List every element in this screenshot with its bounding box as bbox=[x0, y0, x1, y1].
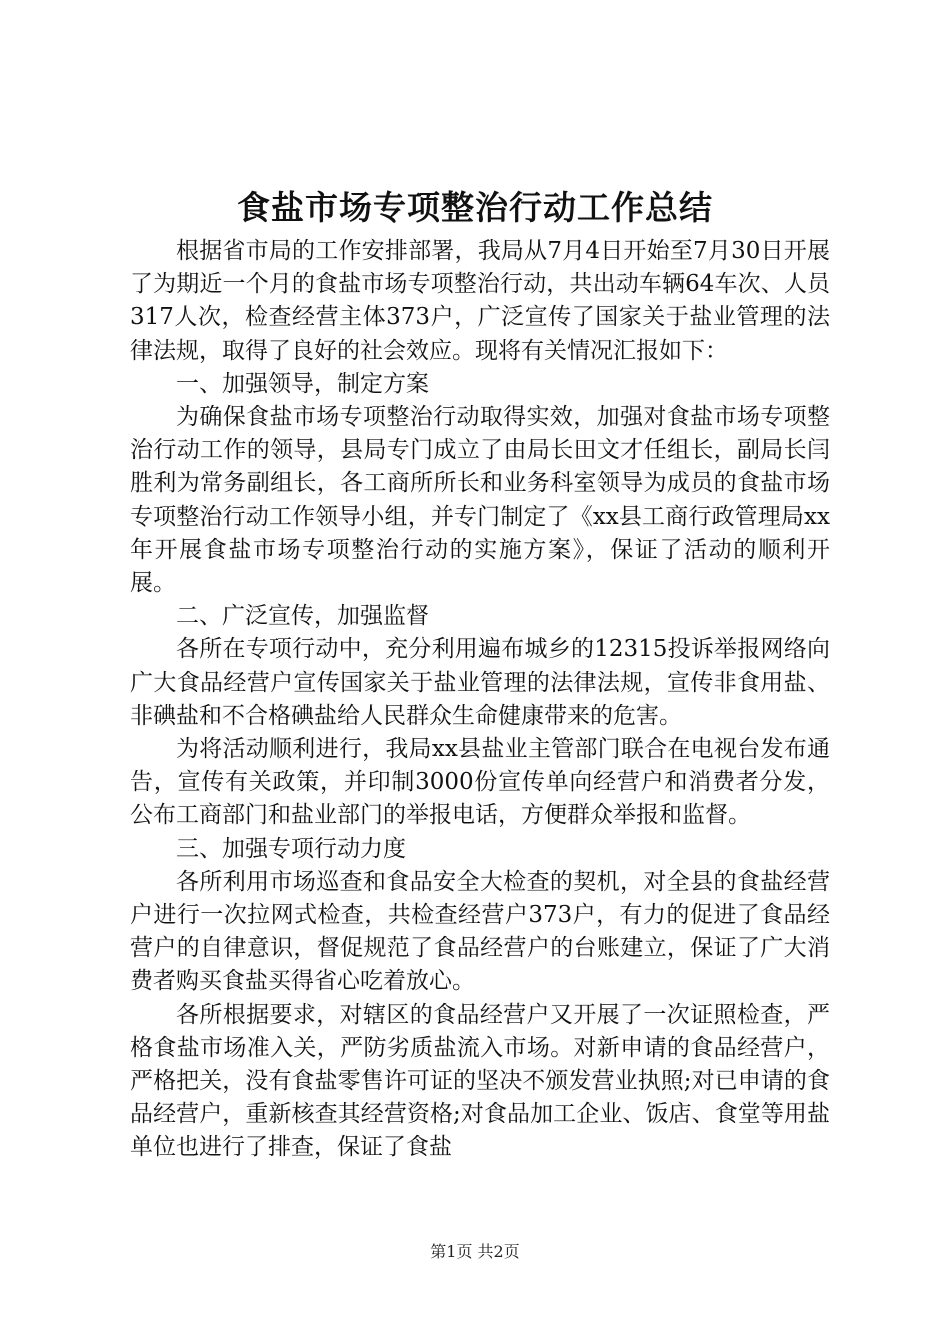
section-heading-1: 一、加强领导，制定方案 bbox=[176, 370, 429, 397]
paragraph-inspection: 各所利用市场巡查和食品安全大检查的契机，对全县的食盐经营户进行一次拉网式检查，共检查经营户373户，有力的促进了食品经营户的自律意识，督促规范了食品经营户的台账建立，保证了广大消费者购买食盐买得省心吃着放心。 bbox=[130, 868, 830, 995]
paragraph-leadership: 为确保食盐市场专项整治行动取得实效，加强对食盐市场专项整治行动工作的领导，县局专门成立了由局长田文才任组长，副局长闫胜利为常务副组长，各工商所所长和业务科室领导为成员的食盐市场专项整治行动工作领导小组，并专门制定了《xx县工商行政管理局xx年开展食盐市场专项整治行动的实施方案》，保证了活动的顺利开展。 bbox=[130, 404, 830, 597]
paragraph-tv-notice: 为将活动顺利进行，我局xx县盐业主管部门联合在电视台发布通告，宣传有关政策，并印制3000份宣传单向经营户和消费者分发，公布工商部门和盐业部门的举报电话，方便群众举报和监督。 bbox=[130, 736, 830, 829]
page-number-footer: 第1页 共2页 bbox=[430, 1242, 520, 1261]
section-heading-2: 二、广泛宣传，加强监督 bbox=[176, 603, 429, 630]
paragraph-intro: 根据省市局的工作安排部署，我局从7月4日开始至7月30日开展了为期近一个月的食盐市场专项整治行动，共出动车辆64车次、人员317人次，检查经营主体373户，广泛宣传了国家关于盐业管理的法律法规，取得了良好的社会效应。现将有关情况汇报如下： bbox=[130, 238, 830, 364]
document-body bbox=[130, 235, 830, 1165]
paragraph-publicity: 各所在专项行动中，充分利用遍布城乡的12315投诉举报网络向广大食品经营户宣传国家关于盐业管理的法律法规，宣传非食用盐、非碘盐和不合格碘盐给人民群众生命健康带来的危害。 bbox=[130, 636, 830, 729]
document-title: 食盐市场专项整治行动工作总结 bbox=[237, 188, 713, 227]
section-heading-3: 三、加强专项行动力度 bbox=[176, 835, 406, 862]
paragraph-license-check: 各所根据要求，对辖区的食品经营户又开展了一次证照检查，严格食盐市场准入关，严防劣质盐流入市场。对新申请的食品经营户，严格把关，没有食盐零售许可证的坚决不颁发营业执照;对已申请的食品经营户，重新核查其经营资格;对食品加工企业、饭店、食堂等用盐单位也进行了排查，保证了食盐 bbox=[130, 1001, 830, 1161]
